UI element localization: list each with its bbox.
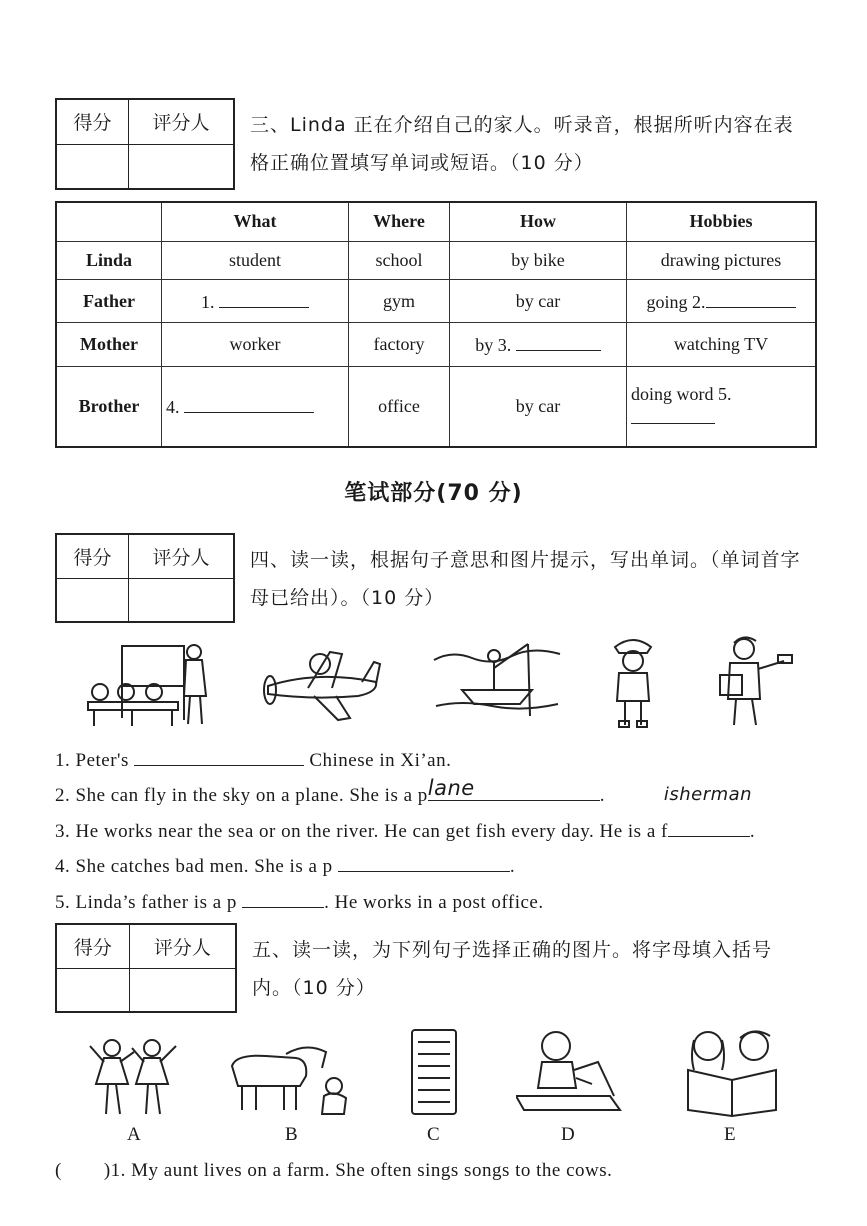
section3-instructions: 三、Linda 正在介绍自己的家人。听录音，根据所听内容在表 格正确位置填写单词或短语。（10 分） <box>250 114 794 174</box>
cell-where: school <box>349 241 450 279</box>
cell-hobbies-blank[interactable]: going 2. <box>627 279 817 322</box>
cell-how: by car <box>450 279 627 322</box>
row-name: Father <box>56 279 162 322</box>
cell-hobbies: watching TV <box>627 323 817 366</box>
row-name: Linda <box>56 241 162 279</box>
grader-label: 评分人 <box>128 534 234 578</box>
score-label: 得分 <box>56 99 128 144</box>
section4-instructions: 四、读一读，根据句子意思和图片提示，写出单词。（单词首字 母已给出）。（10 分） <box>250 549 801 609</box>
kids-reading-picture <box>680 1026 784 1118</box>
score-cell[interactable] <box>56 144 128 189</box>
answer-blank[interactable] <box>706 289 796 308</box>
book-shelf-picture <box>408 1026 460 1118</box>
option-label-a: A <box>127 1124 141 1145</box>
answer-blank[interactable] <box>663 784 753 837</box>
grader-label: 评分人 <box>129 924 236 968</box>
option-label-b: B <box>285 1124 298 1145</box>
answer-blank[interactable] <box>427 776 600 801</box>
header-where: Where <box>349 202 450 241</box>
cell-what-blank[interactable]: 1. <box>162 279 349 322</box>
table-row <box>56 323 816 366</box>
section5-instructions: 五、读一读，为下列句子选择正确的图片。将字母填入括号 内。（10 分） <box>252 939 773 999</box>
cell-hobbies-blank[interactable]: doing word 5. <box>627 366 817 447</box>
option-label-c: C <box>427 1124 440 1145</box>
cell-where: factory <box>349 323 450 366</box>
grader-cell[interactable] <box>128 578 234 622</box>
score-label: 得分 <box>56 534 128 578</box>
table-row <box>56 279 816 322</box>
fisherman-boat-picture <box>432 636 562 724</box>
header-what: What <box>162 202 349 241</box>
cell-hobbies: drawing pictures <box>627 241 817 279</box>
written-part-title: 笔试部分(70 分) <box>344 481 523 506</box>
option-label-e: E <box>724 1124 736 1145</box>
cell-how: by car <box>450 366 627 447</box>
answer-blank[interactable] <box>219 289 309 308</box>
score-box-section5 <box>55 923 237 1013</box>
score-box-section3 <box>55 98 235 190</box>
section5-question-1: ( )1. My aunt lives on a farm. She often sings songs to the cows. <box>55 1160 613 1181</box>
answer-blank[interactable] <box>242 889 324 908</box>
cell-where: office <box>349 366 450 447</box>
grader-label: 评分人 <box>128 99 234 144</box>
option-label-d: D <box>561 1124 575 1145</box>
answer-blank[interactable] <box>631 405 715 424</box>
table-row <box>56 366 816 447</box>
cell-what-blank[interactable]: 4. <box>162 366 349 447</box>
cell-how: by bike <box>450 241 627 279</box>
cell-what: worker <box>162 323 349 366</box>
question-2: 2. She can fly in the sky on a plane. She is a plane . <box>55 776 606 806</box>
answer-blank[interactable] <box>134 747 304 766</box>
header-how: How <box>450 202 627 241</box>
row-name: Brother <box>56 366 162 447</box>
pilot-plane-picture <box>258 642 383 724</box>
score-cell[interactable] <box>56 578 128 622</box>
handwritten-answer: isherman <box>663 784 753 805</box>
question-3: 3. He works near the sea or on the river. He can get fish every day. He is a f isherman . <box>55 784 756 842</box>
question-4: 4. She catches bad men. She is a p . <box>55 853 515 878</box>
farm-cows-picture <box>226 1036 356 1116</box>
question-1: 1. Peter's Chinese in Xi’an. <box>55 747 451 772</box>
answer-blank[interactable] <box>516 332 601 351</box>
score-box-section4 <box>55 533 235 623</box>
handwritten-answer: lane <box>427 776 475 800</box>
score-label: 得分 <box>56 924 129 968</box>
cell-how-blank[interactable]: by 3. <box>450 323 627 366</box>
postman-picture <box>716 633 796 731</box>
cell-what: student <box>162 241 349 279</box>
score-cell[interactable] <box>56 968 129 1012</box>
policewoman-picture <box>607 633 659 731</box>
classroom-teacher-picture <box>82 638 212 730</box>
grader-cell[interactable] <box>128 144 234 189</box>
grader-cell[interactable] <box>129 968 236 1012</box>
question-5: 5. Linda’s father is a p . He works in a post office. <box>55 889 544 914</box>
row-name: Mother <box>56 323 162 366</box>
cell-where: gym <box>349 279 450 322</box>
dancing-girls-picture <box>86 1034 182 1118</box>
header-hobbies: Hobbies <box>627 202 817 241</box>
table-row <box>56 241 816 279</box>
answer-blank[interactable] <box>184 394 314 413</box>
family-table <box>55 201 817 448</box>
boy-drawing-picture <box>516 1026 626 1118</box>
answer-blank[interactable] <box>338 853 510 872</box>
